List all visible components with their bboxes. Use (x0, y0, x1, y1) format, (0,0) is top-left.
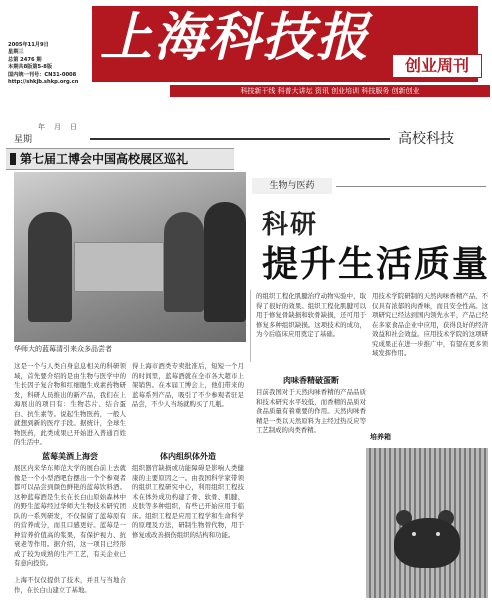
mouse-photo-label: 培养箱 (370, 433, 391, 441)
issue-cn: 国内统一刊号：CN31-0008 (8, 71, 77, 78)
section-date (14, 122, 164, 144)
article-kicker: 生物与医药 (252, 178, 332, 194)
column-divider (250, 290, 251, 362)
headline-line-1: 科研 (262, 210, 319, 240)
newspaper-title: 上海科技报 (100, 8, 371, 68)
section-name: 高校科技 (398, 131, 454, 147)
date-day: 日 (70, 123, 77, 131)
middle-column-text: 得上海市酒类专卖批准后，短短一个月的时间里，蓝莓酒就在全市各大超市上架销售。在本届工博会上，他们带来的蓝莓系列产品，吸引了不少参观者驻足品尝，不少人当场就购买了几瓶。 (132, 362, 244, 408)
exhibition-photo (14, 172, 246, 342)
photo-person (28, 212, 72, 322)
mouse-eye (436, 532, 440, 536)
lab-mouse-photo (366, 448, 488, 598)
masthead-slogan: 科技新干线 科普大讲坛 资讯 创业培训 科技服务 创新创业 (170, 85, 490, 97)
mouse-body (394, 518, 460, 568)
photo-display-board (74, 242, 164, 292)
issue-info (8, 42, 90, 86)
issue-number: 总第 2476 期 (8, 56, 42, 63)
date-label: 星期 (14, 135, 33, 145)
banner-marker (10, 153, 16, 165)
issue-weekday: 星期三 (8, 49, 24, 56)
right-column-text-2: 目前我国对于天然肉味香精的产品品质和技术研究水平较低，而香精的品质对食品质量有着重要的作用。天然肉味香精是一类以天然原料为主经过热反应等工艺制成的肉类香精。 (256, 388, 366, 434)
mouse-eye (412, 532, 416, 536)
banner-title: 第七届工博会中国高校展区巡礼 (20, 152, 189, 166)
photo-person (204, 202, 246, 322)
kicker-rule (336, 186, 486, 187)
far-right-column-text: 用技术学院研制的天然肉味香精产品，不仅具有浓郁的肉香味，而且安全性高。这项研究已经达到国内领先水平，产品已经在多家食品企业中应用，获得良好的经济效益和社会效益。应用技术学院的这项研究成果正在进一步推广中，有望在更多领域发挥作用。 (372, 292, 488, 357)
photo-person (164, 212, 204, 312)
headline-line-2: 提升生活质量 (262, 243, 491, 285)
weekly-label: 创业周刊 (392, 54, 482, 78)
subheading-blueberry: 蓝莓美酒上海尝 (42, 452, 98, 461)
left-column-text-3: 上海不仅仅提供了技术，并且与当地合作，在长白山建立了基地。 (14, 576, 126, 594)
section-rule (90, 138, 390, 140)
middle-column-text-2: 组织器官缺损或功能障碍是影响人类健康的主要原因之一。由我国科学家带领的组织工程研究中心，利用组织工程技术在体外成功构建了骨、软骨、肌腱、皮肤等多种组织，有些已开始应用于临床。组织工程是应用工程学和生命科学的原理及方法，研制生物替代物，用于修复或改善损伤组织的结构和功能。 (132, 464, 244, 539)
right-column-text: 的组织工程化肌腱治疗动物实验中，取得了很好的效果。组织工程化肌腱可以用于修复骨缺损和软骨缺损，还可用于修复多种组织缺损。这项技术的成功，为今后临床应用奠定了基础。 (256, 292, 366, 338)
left-column-text-2: 展区内来华东师范大学的展台前上去就像是一个小型酒吧台摆出一个个参观者都可以品尝到颜色鲜艳的蓝莓饮料酒。这种蓝莓酒是生长在长白山原始森林中的野生蓝莓经过华师大生物技术研究团队的一系列研发，不仅保留了蓝莓原有的营养成分，而且口感更好。蓝莓是一种营养价值高的浆果，有保护视力、抗衰老等作用。据介绍，这一项目已经形成了较为成熟的生产工艺，有关企业已有意向投资。 (14, 464, 126, 567)
subheading-tissue: 体内组织体外造 (160, 452, 216, 461)
photo-caption: 华师大的蓝莓清引来众多品尝者 (14, 345, 112, 353)
subheading-flavor: 肉味香精破蛋断 (283, 376, 339, 385)
issue-pages: 本期共8版第5-8版 (8, 64, 53, 71)
date-month: 月 (54, 123, 61, 131)
issue-url: http://shkjb.shkp.org.cn (8, 79, 79, 86)
left-column-text: 这是一个与人类自身息息相关的科研领域，首先要介绍的是由生物与医学中的生长因子复合物和红细胞生成素药物研发，科研人员推出的新产品，我们在上海展出的项目有：生物芯片、结合蛋白、抗生素等。说起生物医药，一般人就想到新的医疗手段。据统计，全球生物医药，此类成果已开始进入普通百姓的生活中。 (14, 362, 126, 446)
issue-date: 2005年11月9日 (8, 42, 49, 48)
date-year: 年 (38, 123, 45, 131)
